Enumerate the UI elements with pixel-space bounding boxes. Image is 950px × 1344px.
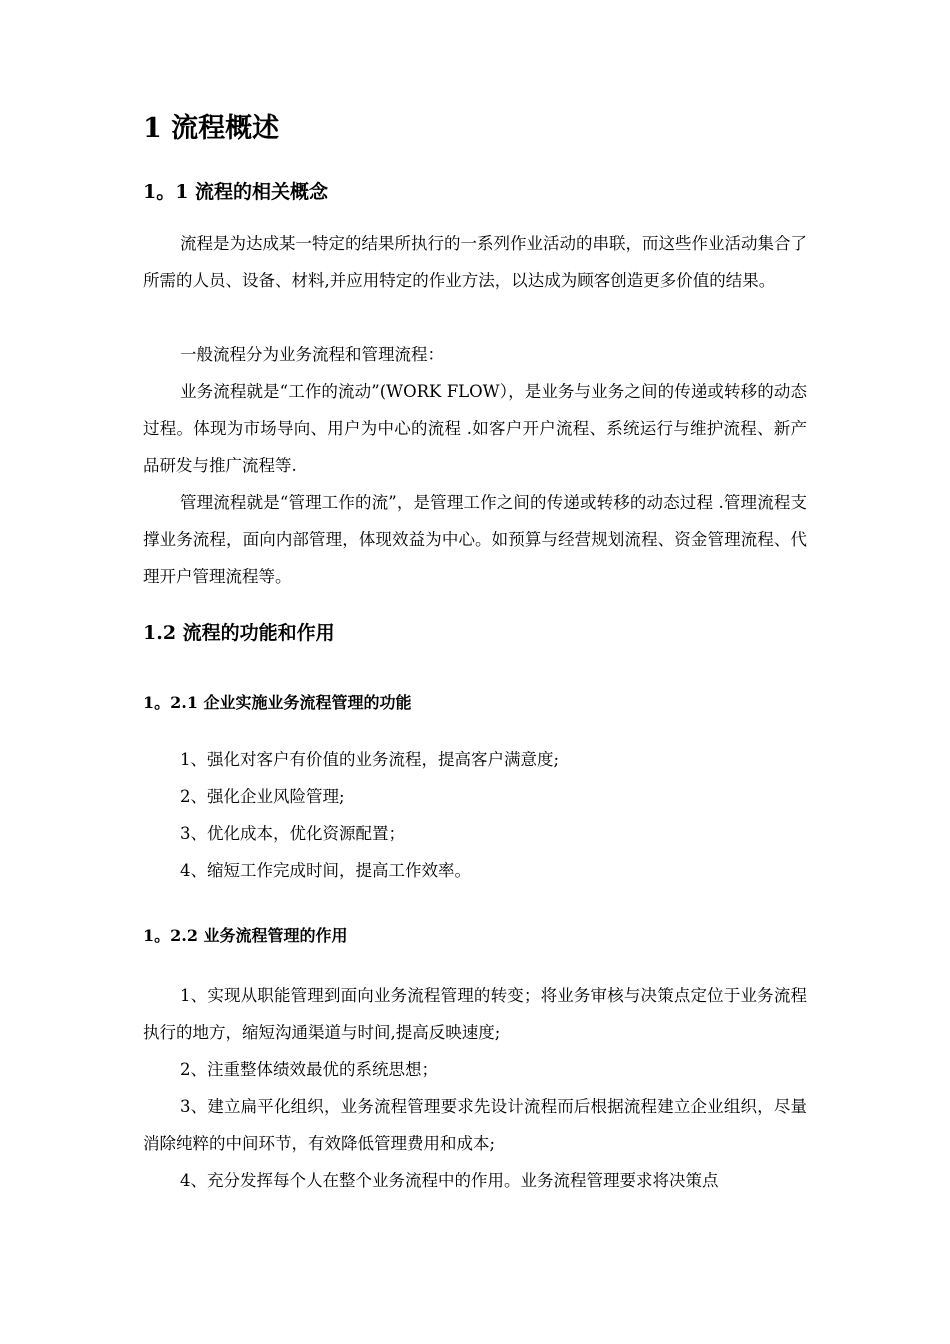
paragraph-role-2: 2、注重整体绩效最优的系统思想； <box>180 1060 438 1079</box>
section-heading-1-2: 1.2 流程的功能和作用 <box>143 622 335 644</box>
paragraph-role-3: 3、建立扁平化组织，业务流程管理要求先设计流程而后根据流程建立企业组织，尽量消除纯粹的中间环节，有效降低管理费用和成本; <box>143 1097 807 1153</box>
subsection-heading-1-2-1: 1。2.1 企业实施业务流程管理的功能 <box>143 693 412 712</box>
paragraph-process-definition: 流程是为达成某一特定的结果所执行的一系列作业活动的串联，而这些作业活动集合了所需的人员、设备、材料,并应用特定的作业方法，以达成为顾客创造更多价值的结果。 <box>143 234 807 290</box>
paragraph-role-4: 4、充分发挥每个人在整个业务流程中的作用。业务流程管理要求将决策点 <box>180 1171 719 1190</box>
paragraph-management-process: 管理流程就是“管理工作的流”，是管理工作之间的传递或转移的动态过程 .管理流程支撑业务流程，面向内部管理，体现效益为中心。如预算与经营规划流程、资金管理流程、代理开户管理流程等。 <box>143 493 807 586</box>
paragraph-process-types: 一般流程分为业务流程和管理流程： <box>180 345 444 364</box>
subsection-heading-1-2-2: 1。2.2 业务流程管理的作用 <box>143 926 348 945</box>
list-item: 4、缩短工作完成时间，提高工作效率。 <box>180 861 471 880</box>
list-item: 3、优化成本，优化资源配置； <box>180 824 405 843</box>
section-heading-1-1: 1。1 流程的相关概念 <box>143 181 329 203</box>
list-item: 2、强化企业风险管理; <box>180 787 345 806</box>
paragraph-business-process: 业务流程就是“工作的流动”(WORK FLOW），是业务与业务之间的传递或转移的动态过程。体现为市场导向、用户为中心的流程 .如客户开户流程、系统运行与维护流程、新产品研发与推广流程等. <box>143 382 807 475</box>
paragraph-role-1: 1、实现从职能管理到面向业务流程管理的转变；将业务审核与决策点定位于业务流程执行的地方，缩短沟通渠道与时间,提高反映速度; <box>143 986 807 1042</box>
chapter-title: 1 流程概述 <box>143 113 280 144</box>
list-item: 1、强化对客户有价值的业务流程，提高客户满意度; <box>180 750 560 769</box>
